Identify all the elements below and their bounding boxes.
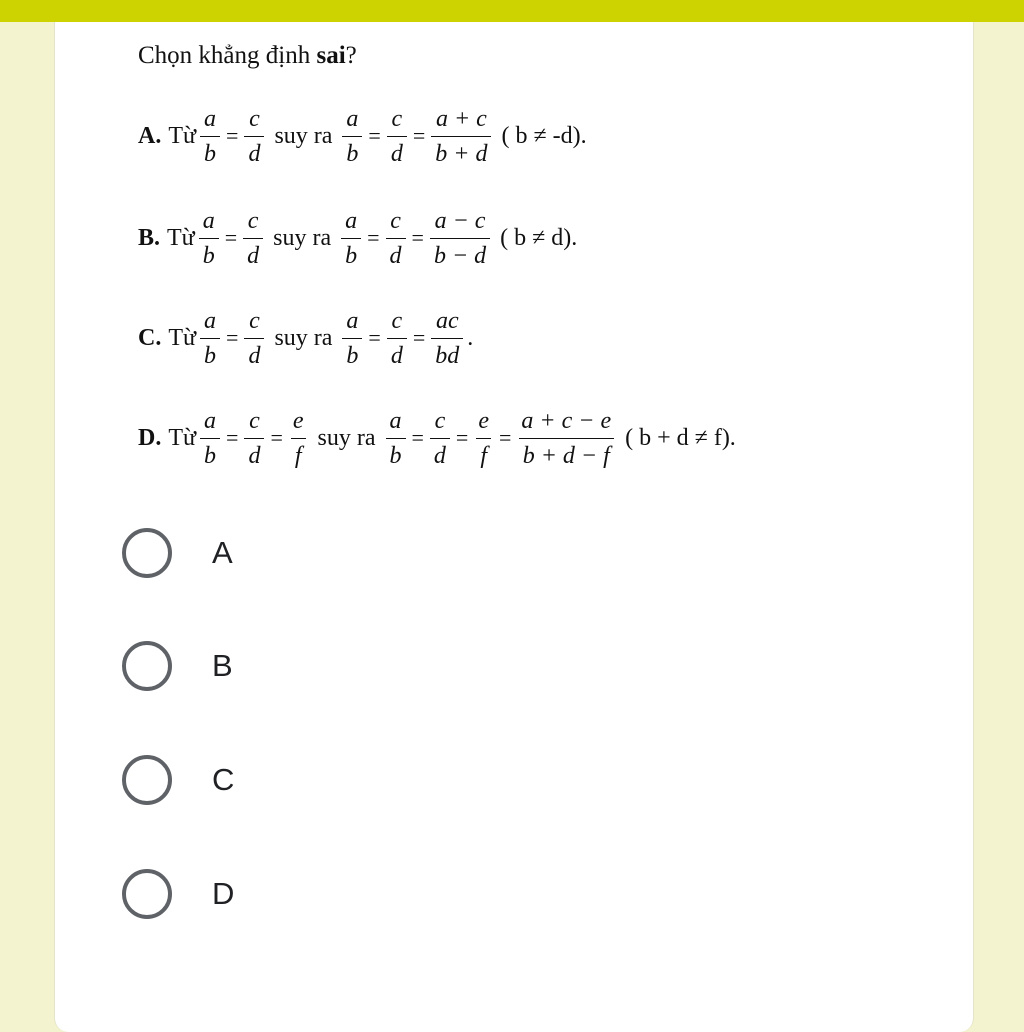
denominator: d [243, 238, 263, 268]
fraction [244, 409, 264, 468]
statement-a [138, 96, 587, 176]
denominator: b [200, 136, 220, 166]
equals-sign: = [367, 225, 380, 250]
fraction [474, 409, 493, 468]
denominator: b [342, 136, 362, 166]
denominator: bd [431, 338, 463, 368]
numerator: a [204, 105, 217, 132]
fraction [342, 309, 362, 368]
denominator: d [244, 438, 264, 468]
equals-sign: = [226, 123, 239, 148]
denominator: d [244, 338, 264, 368]
denominator: d [430, 438, 450, 468]
radio-button-icon[interactable] [122, 755, 172, 805]
denominator: f [476, 438, 491, 468]
equals-sign: = [270, 425, 283, 450]
equals-sign: = [224, 225, 238, 250]
fraction [430, 409, 450, 468]
fraction [386, 409, 406, 468]
statement-connector: suy ra [274, 324, 333, 351]
statement-label: D. [138, 424, 162, 451]
fraction [341, 209, 361, 268]
option-label: B [212, 648, 233, 683]
fraction [387, 309, 407, 368]
equals-sign: = [226, 325, 239, 350]
fraction [431, 107, 491, 166]
fraction [200, 409, 220, 468]
equals-sign: = [411, 225, 424, 250]
fraction [244, 309, 264, 368]
denominator: b [199, 238, 219, 268]
numerator: a [346, 105, 359, 132]
statement-from: Từ [168, 424, 197, 451]
fraction [430, 209, 490, 268]
numerator: a [204, 307, 217, 334]
numerator: a [346, 307, 359, 334]
numerator: c [249, 307, 260, 334]
fraction [243, 209, 263, 268]
radio-button-icon[interactable] [122, 641, 172, 691]
radio-button-icon[interactable] [122, 869, 172, 919]
denominator: b [342, 338, 362, 368]
statement-d [138, 398, 736, 478]
statement-label: A. [138, 122, 162, 149]
equals-sign: = [368, 325, 381, 350]
denominator: f [291, 438, 306, 468]
statement-condition: ( b + d ≠ f). [625, 424, 736, 451]
equals-sign: = [412, 123, 426, 148]
denominator: d [386, 238, 406, 268]
statement-from: Từ [168, 122, 197, 149]
numerator: a − c [434, 207, 486, 234]
denominator: b [341, 238, 361, 268]
numerator: c [391, 105, 403, 132]
question-text-after: ? [345, 42, 357, 69]
option-d[interactable] [122, 864, 422, 924]
equals-sign: = [226, 425, 239, 450]
numerator: c [249, 105, 260, 132]
denominator: b + d − f [519, 438, 614, 468]
fraction [342, 107, 362, 166]
equals-sign: = [411, 425, 424, 450]
numerator: c [391, 307, 403, 334]
numerator: a [345, 207, 358, 234]
numerator: c [249, 407, 260, 434]
question-text [138, 42, 357, 70]
option-label: C [212, 762, 235, 797]
fraction [387, 107, 407, 166]
equals-sign: = [368, 123, 381, 148]
fraction [517, 409, 615, 468]
question-text-bold: sai [316, 42, 346, 69]
numerator: a [202, 207, 215, 234]
equals-sign: = [499, 425, 512, 450]
denominator: b − d [430, 238, 490, 268]
denominator: d [387, 338, 407, 368]
statement-condition: ( b ≠ d). [500, 224, 578, 251]
denominator: b [200, 438, 220, 468]
top-accent-bar [0, 0, 1024, 22]
numerator: a [204, 407, 217, 434]
statement-connector: suy ra [273, 224, 332, 251]
fraction [199, 209, 219, 268]
option-c[interactable] [122, 750, 422, 810]
numerator: a + c [435, 105, 487, 132]
question-text-before: Chọn khẳng định [138, 42, 317, 69]
option-a[interactable] [122, 523, 422, 583]
numerator: e [478, 407, 489, 434]
denominator: b [200, 338, 220, 368]
statement-condition: ( b ≠ -d). [501, 122, 587, 149]
numerator: c [247, 207, 259, 234]
statement-label: B. [138, 224, 161, 251]
fraction [431, 309, 463, 368]
fraction [289, 409, 308, 468]
statement-from: Từ [168, 324, 197, 351]
numerator: c [390, 207, 401, 234]
option-b[interactable] [122, 636, 422, 696]
equals-sign: = [412, 325, 426, 350]
fraction [200, 107, 220, 166]
fraction [200, 309, 220, 368]
numerator: e [292, 407, 304, 434]
equals-sign: = [455, 425, 469, 450]
statement-b [138, 198, 577, 278]
fraction [244, 107, 264, 166]
option-label: D [212, 876, 235, 911]
numerator: ac [435, 307, 459, 334]
statement-connector: suy ra [317, 424, 376, 451]
statement-from: Từ [167, 224, 195, 251]
denominator: d [244, 136, 264, 166]
statement-connector: suy ra [274, 122, 333, 149]
radio-button-icon[interactable] [122, 528, 172, 578]
statement-c [138, 298, 473, 378]
numerator: a [389, 407, 402, 434]
denominator: b [386, 438, 406, 468]
option-label: A [212, 535, 233, 570]
denominator: b + d [431, 136, 491, 166]
denominator: d [387, 136, 407, 166]
numerator: a + c − e [521, 407, 612, 434]
statement-label: C. [138, 324, 162, 351]
numerator: c [434, 407, 446, 434]
statement-condition: . [467, 324, 474, 351]
fraction [386, 209, 406, 268]
